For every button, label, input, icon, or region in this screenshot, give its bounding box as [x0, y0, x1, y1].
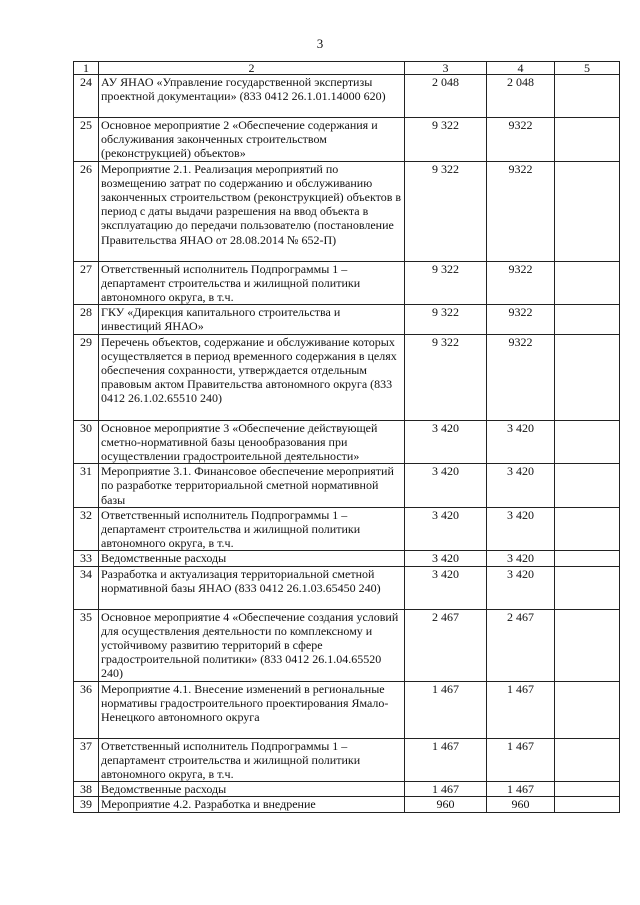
row-value-col5	[555, 261, 620, 305]
row-value-col3: 9 322	[405, 118, 487, 162]
table-row	[74, 782, 620, 797]
table-row	[74, 118, 620, 162]
row-value-col4: 1 467	[487, 681, 555, 738]
row-number: 35	[74, 609, 99, 681]
table-row	[74, 334, 620, 420]
row-number: 34	[74, 566, 99, 609]
row-value-col4: 1 467	[487, 782, 555, 797]
row-value-col3: 3 420	[405, 566, 487, 609]
row-value-col3: 9 322	[405, 161, 487, 261]
row-value-col4: 9322	[487, 161, 555, 261]
row-description: Ведомственные расходы	[99, 551, 405, 566]
row-number: 24	[74, 75, 99, 118]
row-description: Мероприятие 4.2. Разработка и внедрение	[99, 797, 405, 812]
row-description: Основное мероприятие 2 «Обеспечение содержания и обслуживания законченных строительством (реконструкцией) объектов»	[99, 118, 405, 162]
row-value-col5	[555, 738, 620, 782]
row-value-col3: 1 467	[405, 681, 487, 738]
row-value-col4: 9322	[487, 261, 555, 305]
table-row	[74, 551, 620, 566]
row-description: Разработка и актуализация территориальной сметной нормативной базы ЯНАО (833 0412 26.1.03.65450 240)	[99, 566, 405, 609]
table-row	[74, 75, 620, 118]
row-value-col3: 960	[405, 797, 487, 812]
row-value-col4: 2 048	[487, 75, 555, 118]
row-number: 29	[74, 334, 99, 420]
page-number: 3	[316, 36, 324, 51]
row-value-col3: 9 322	[405, 261, 487, 305]
row-description: Мероприятие 2.1. Реализация мероприятий по возмещению затрат по содержанию и обслуживанию законченных строительством (реконструкцией) объектов в период с даты выдачи разрешения на ввод объекта в эксплуатацию до передачи пользователю (постановление Правительства ЯНАО от 28.08.2014 № 652-П)	[99, 161, 405, 261]
header-col-1: 1	[74, 62, 99, 75]
table-row	[74, 507, 620, 551]
row-number: 31	[74, 464, 99, 508]
row-value-col4: 3 420	[487, 551, 555, 566]
row-description: Основное мероприятие 3 «Обеспечение действующей сметно-нормативной базы ценообразования при осуществлении градостроительной деятельности»	[99, 420, 405, 464]
row-value-col5	[555, 464, 620, 508]
row-value-col5	[555, 681, 620, 738]
row-description: Мероприятие 3.1. Финансовое обеспечение мероприятий по разработке территориальной сметной нормативной базы	[99, 464, 405, 508]
table-row	[74, 609, 620, 681]
row-value-col5	[555, 797, 620, 812]
row-value-col4: 3 420	[487, 507, 555, 551]
row-description: ГКУ «Дирекция капитального строительства и инвестиций ЯНАО»	[99, 305, 405, 334]
row-value-col3: 3 420	[405, 420, 487, 464]
row-value-col5	[555, 305, 620, 334]
row-value-col4: 3 420	[487, 420, 555, 464]
row-description: Ответственный исполнитель Подпрограммы 1 – департамент строительства и жилищной политики автономного округа, в т.ч.	[99, 738, 405, 782]
row-value-col3: 1 467	[405, 738, 487, 782]
row-number: 38	[74, 782, 99, 797]
table-row	[74, 566, 620, 609]
row-description: Ведомственные расходы	[99, 782, 405, 797]
row-value-col5	[555, 75, 620, 118]
row-value-col4: 3 420	[487, 464, 555, 508]
table-row	[74, 261, 620, 305]
row-description: Ответственный исполнитель Подпрограммы 1 – департамент строительства и жилищной политики автономного округа, в т.ч.	[99, 261, 405, 305]
row-value-col3: 3 420	[405, 464, 487, 508]
row-number: 32	[74, 507, 99, 551]
row-value-col3: 2 467	[405, 609, 487, 681]
header-col-3: 3	[405, 62, 487, 75]
table-row	[74, 797, 620, 812]
table-row	[74, 738, 620, 782]
row-number: 33	[74, 551, 99, 566]
row-value-col3: 9 322	[405, 334, 487, 420]
row-description: АУ ЯНАО «Управление государственной экспертизы проектной документации» (833 0412 26.1.01.14000 620)	[99, 75, 405, 118]
row-value-col5	[555, 161, 620, 261]
row-value-col5	[555, 566, 620, 609]
row-value-col4: 2 467	[487, 609, 555, 681]
row-value-col3: 9 322	[405, 305, 487, 334]
row-value-col5	[555, 609, 620, 681]
row-value-col5	[555, 118, 620, 162]
table-row	[74, 464, 620, 508]
row-description: Основное мероприятие 4 «Обеспечение создания условий для осуществления деятельности по комплексному и устойчивому развитию территорий в сфере градостроительной политики» (833 0412 26.1.04.65520 240)	[99, 609, 405, 681]
row-value-col3: 3 420	[405, 551, 487, 566]
table-row	[74, 681, 620, 738]
header-col-5: 5	[555, 62, 620, 75]
row-number: 39	[74, 797, 99, 812]
table-row	[74, 305, 620, 334]
row-number: 37	[74, 738, 99, 782]
table-row	[74, 420, 620, 464]
row-number: 27	[74, 261, 99, 305]
budget-table	[73, 61, 620, 813]
header-col-2: 2	[99, 62, 405, 75]
row-value-col4: 3 420	[487, 566, 555, 609]
row-value-col4: 1 467	[487, 738, 555, 782]
row-value-col5	[555, 420, 620, 464]
row-number: 25	[74, 118, 99, 162]
row-value-col4: 9322	[487, 334, 555, 420]
row-number: 36	[74, 681, 99, 738]
row-value-col5	[555, 507, 620, 551]
row-value-col5	[555, 782, 620, 797]
row-value-col3: 1 467	[405, 782, 487, 797]
header-col-4: 4	[487, 62, 555, 75]
row-value-col3: 3 420	[405, 507, 487, 551]
table-row	[74, 161, 620, 261]
row-value-col4: 9322	[487, 305, 555, 334]
row-number: 28	[74, 305, 99, 334]
table-header-row	[74, 62, 620, 75]
row-value-col4: 960	[487, 797, 555, 812]
row-description: Перечень объектов, содержание и обслуживание которых осуществляется в период временного содержания в целях обеспечения сохранности, утверждается отдельным правовым актом Правительства автономного округа (833 0412 26.1.02.65510 240)	[99, 334, 405, 420]
row-value-col4: 9322	[487, 118, 555, 162]
row-number: 26	[74, 161, 99, 261]
row-value-col5	[555, 551, 620, 566]
row-description: Мероприятие 4.1. Внесение изменений в региональные нормативы градостроительного проектирования Ямало-Ненецкого автономного округа	[99, 681, 405, 738]
row-description: Ответственный исполнитель Подпрограммы 1 – департамент строительства и жилищной политики автономного округа, в т.ч.	[99, 507, 405, 551]
row-number: 30	[74, 420, 99, 464]
row-value-col3: 2 048	[405, 75, 487, 118]
row-value-col5	[555, 334, 620, 420]
